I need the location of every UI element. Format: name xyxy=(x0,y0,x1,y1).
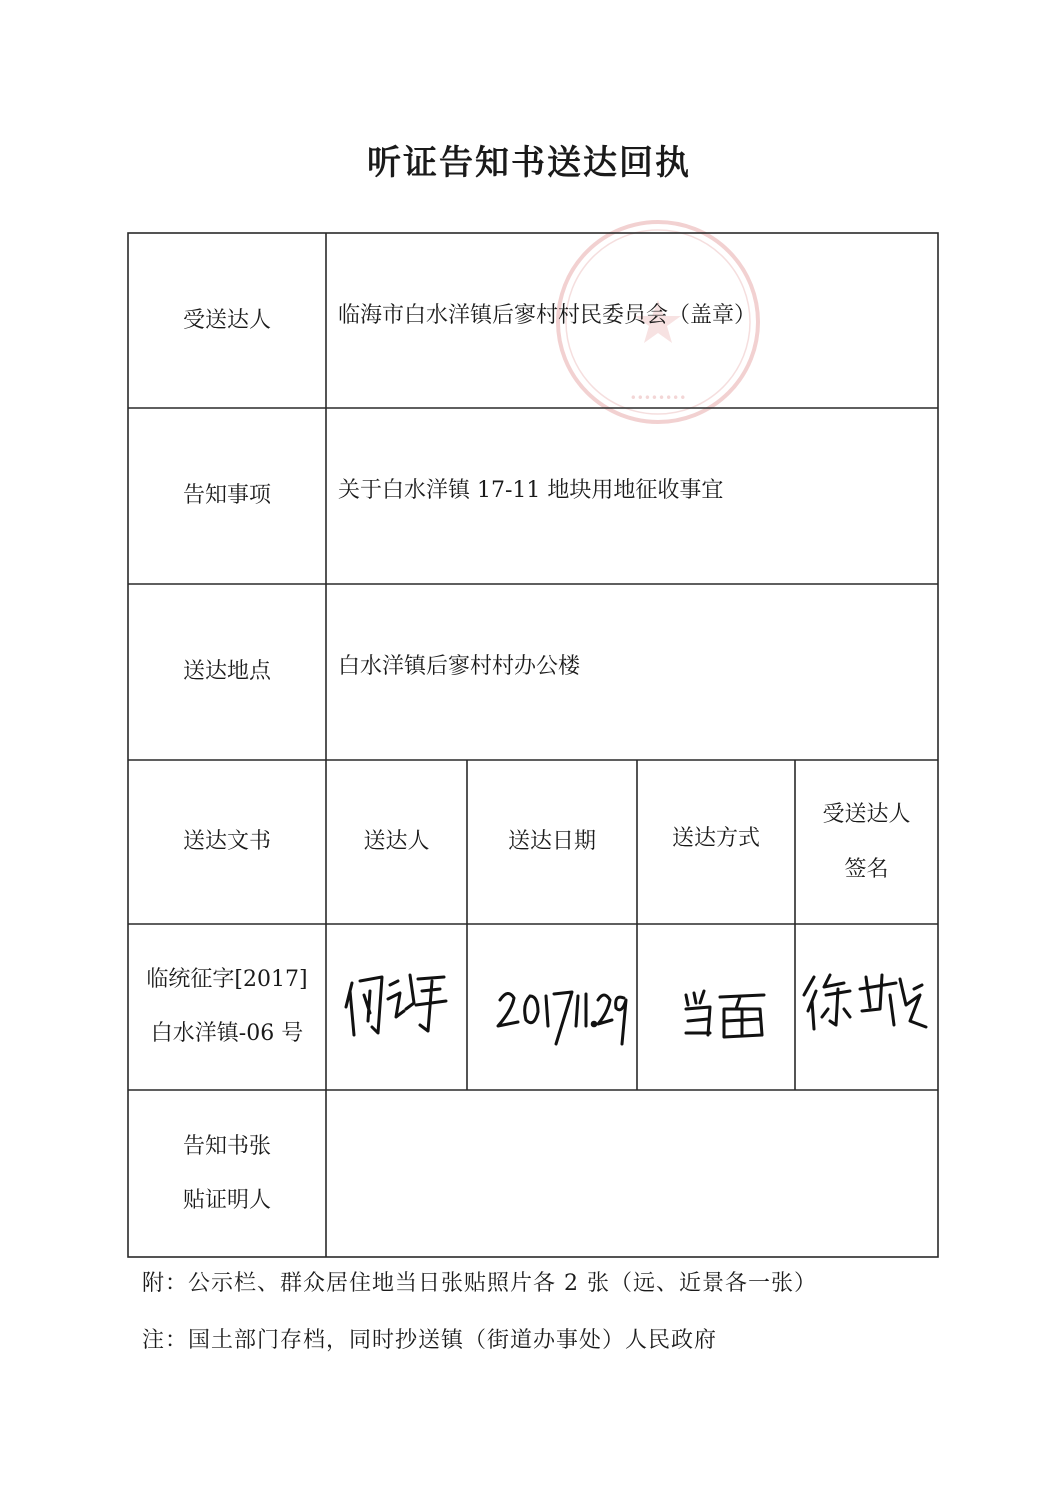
header-recipient-signature xyxy=(795,760,938,924)
header-sign-line1: 受送达人 xyxy=(822,802,911,827)
header-sign-line2: 签名 xyxy=(844,857,889,882)
deliverer-signature xyxy=(340,955,455,1045)
header-date: 送达日期 xyxy=(507,829,596,855)
delivery-method-handwritten xyxy=(680,985,770,1045)
svg-text:••••••••: •••••••• xyxy=(629,391,687,405)
recipient-value: 临海市白水洋镇后寥村村民委员会（盖章） xyxy=(338,302,757,328)
page-title: 听证告知书送达回执 xyxy=(367,143,691,183)
recipient-label: 受送达人 xyxy=(182,307,271,333)
posting-label-line1: 告知书张 xyxy=(182,1133,271,1159)
notice-matter-value: 关于白水洋镇 17-11 地块用地征收事宜 xyxy=(338,478,724,504)
filing-note: 注：国土部门存档，同时抄送镇（街道办事处）人民政府 xyxy=(142,1328,718,1353)
attachment-note: 附：公示栏、群众居住地当日张贴照片各 2 张（远、近景各一张） xyxy=(142,1271,817,1296)
document-number-line1: 临统征字[2017] xyxy=(146,967,308,993)
header-deliverer: 送达人 xyxy=(363,829,430,855)
delivery-place-label: 送达地点 xyxy=(182,659,271,685)
delivery-date-handwritten xyxy=(490,970,630,1060)
header-method: 送达方式 xyxy=(671,826,760,852)
document-number xyxy=(128,924,326,1090)
posting-witness-value xyxy=(326,1090,938,1257)
header-document: 送达文书 xyxy=(182,829,271,855)
posting-witness-label xyxy=(128,1090,326,1257)
recipient-signature xyxy=(800,965,930,1040)
posting-label-line2: 贴证明人 xyxy=(182,1187,271,1213)
notice-matter-label: 告知事项 xyxy=(182,483,271,509)
document-number-line2: 白水洋镇-06 号 xyxy=(150,1021,304,1046)
delivery-place-value: 白水洋镇后寥村村办公楼 xyxy=(338,654,581,680)
